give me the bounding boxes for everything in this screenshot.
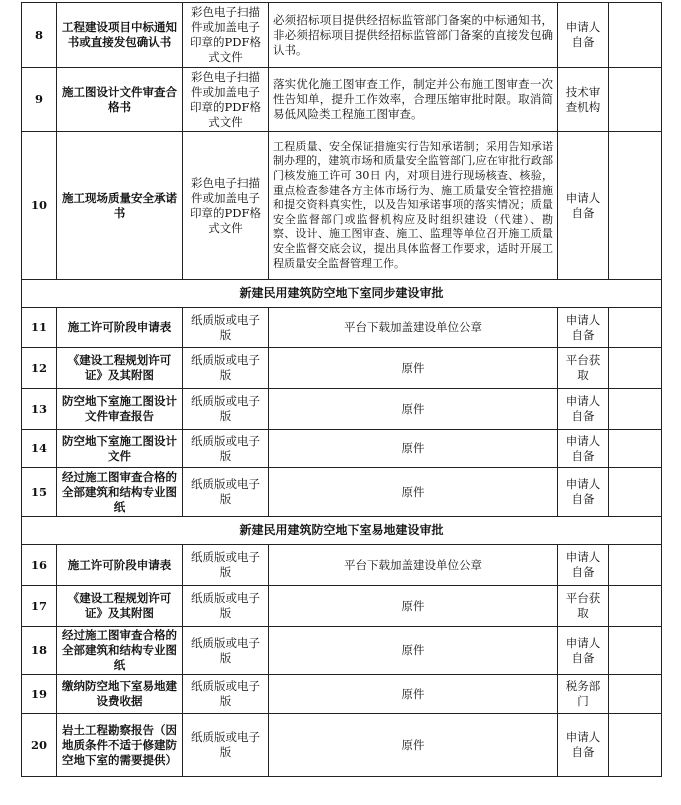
materials-table	[21, 2, 662, 777]
material-requirement: 原件	[269, 348, 558, 389]
material-source: 申请人自备	[558, 545, 609, 586]
material-source: 申请人自备	[558, 308, 609, 348]
remark-cell	[609, 545, 662, 586]
remark-cell	[609, 308, 662, 348]
material-requirement: 原件	[269, 627, 558, 675]
material-requirement: 原件	[269, 586, 558, 627]
row-number: 13	[22, 389, 57, 430]
material-form: 纸质版或电子版	[183, 348, 269, 389]
row-number: 18	[22, 627, 57, 675]
material-requirement: 工程质量、安全保证措施实行告知承诺制；采用告知承诺制办理的，建筑市场和质量安全监管部门,应在审批行政部门核发施工许可 30日 内，对项目进行现场核查、核验，重点检查参建各方主体市场行为、施工质量安全管控措施和提交资料真实性，以及告知承诺事项的落实情况；质量安全监督部门或监督机构应及时组织建设（代建）、勘察、设计、施工图审查、施工、监理等单位召开施工质量安全监督交底会议，提出具体监督工作要求，适时开展工程质量安全监督管理工作。	[269, 132, 558, 280]
material-form: 纸质版或电子版	[183, 430, 269, 468]
material-name: 经过施工图审查合格的全部建筑和结构专业图纸	[57, 468, 183, 517]
row-number: 12	[22, 348, 57, 389]
table-row	[22, 132, 662, 280]
row-number: 9	[22, 68, 57, 132]
material-name: 施工现场质量安全承诺书	[57, 132, 183, 280]
material-requirement: 原件	[269, 468, 558, 517]
table-row	[22, 308, 662, 348]
remark-cell	[609, 430, 662, 468]
material-name: 经过施工图审查合格的全部建筑和结构专业图纸	[57, 627, 183, 675]
row-number: 17	[22, 586, 57, 627]
material-form: 彩色电子扫描件或加盖电子印章的PDF格式文件	[183, 3, 269, 68]
remark-cell	[609, 627, 662, 675]
material-name: 防空地下室施工图设计文件审查报告	[57, 389, 183, 430]
remark-cell	[609, 389, 662, 430]
material-name: 缴纳防空地下室易地建设费收据	[57, 675, 183, 714]
row-number: 16	[22, 545, 57, 586]
material-requirement: 原件	[269, 389, 558, 430]
material-form: 纸质版或电子版	[183, 308, 269, 348]
table-row	[22, 675, 662, 714]
material-form: 纸质版或电子版	[183, 468, 269, 517]
section-header-row	[22, 280, 662, 308]
material-source: 申请人自备	[558, 714, 609, 777]
section-title: 新建民用建筑防空地下室同步建设审批	[22, 280, 662, 308]
material-source: 申请人自备	[558, 389, 609, 430]
remark-cell	[609, 675, 662, 714]
material-form: 纸质版或电子版	[183, 545, 269, 586]
remark-cell	[609, 132, 662, 280]
table-row	[22, 586, 662, 627]
material-source: 申请人自备	[558, 3, 609, 68]
section-header-row	[22, 517, 662, 545]
material-requirement: 原件	[269, 714, 558, 777]
material-requirement: 原件	[269, 675, 558, 714]
material-name: 施工许可阶段申请表	[57, 308, 183, 348]
material-source: 申请人自备	[558, 132, 609, 280]
material-form: 纸质版或电子版	[183, 627, 269, 675]
material-name: 岩土工程勘察报告（因地质条件不适于修建防空地下室的需要提供）	[57, 714, 183, 777]
material-requirement: 原件	[269, 430, 558, 468]
material-source: 税务部门	[558, 675, 609, 714]
material-name: 防空地下室施工图设计文件	[57, 430, 183, 468]
row-number: 15	[22, 468, 57, 517]
table-row	[22, 468, 662, 517]
material-name: 施工许可阶段申请表	[57, 545, 183, 586]
material-name: 《建设工程规划许可证》及其附图	[57, 348, 183, 389]
material-source: 申请人自备	[558, 468, 609, 517]
table-row	[22, 3, 662, 68]
material-form: 彩色电子扫描件或加盖电子印章的PDF格式文件	[183, 68, 269, 132]
row-number: 14	[22, 430, 57, 468]
section-title: 新建民用建筑防空地下室易地建设审批	[22, 517, 662, 545]
remark-cell	[609, 348, 662, 389]
remark-cell	[609, 714, 662, 777]
table-row	[22, 68, 662, 132]
row-number: 11	[22, 308, 57, 348]
table-row	[22, 389, 662, 430]
material-source: 平台获取	[558, 348, 609, 389]
row-number: 8	[22, 3, 57, 68]
material-requirement: 必须招标项目提供经招标监管部门备案的中标通知书，非必须招标项目提供经招标监管部门备案的直接发包确认书。	[269, 3, 558, 68]
material-source: 申请人自备	[558, 430, 609, 468]
material-form: 纸质版或电子版	[183, 586, 269, 627]
table-row	[22, 430, 662, 468]
remark-cell	[609, 3, 662, 68]
material-requirement: 平台下载加盖建设单位公章	[269, 545, 558, 586]
remark-cell	[609, 468, 662, 517]
material-source: 平台获取	[558, 586, 609, 627]
table-row	[22, 545, 662, 586]
material-form: 纸质版或电子版	[183, 389, 269, 430]
material-requirement: 落实优化施工图审查工作，制定并公布施工图审查一次性告知单，提升工作效率，合理压缩审批时限。取消简易低风险类工程施工图审查。	[269, 68, 558, 132]
remark-cell	[609, 586, 662, 627]
material-form: 纸质版或电子版	[183, 714, 269, 777]
row-number: 20	[22, 714, 57, 777]
material-form: 彩色电子扫描件或加盖电子印章的PDF格式文件	[183, 132, 269, 280]
material-source: 申请人自备	[558, 627, 609, 675]
material-requirement: 平台下载加盖建设单位公章	[269, 308, 558, 348]
material-name: 《建设工程规划许可证》及其附图	[57, 586, 183, 627]
remark-cell	[609, 68, 662, 132]
table-row	[22, 627, 662, 675]
row-number: 10	[22, 132, 57, 280]
table-row	[22, 348, 662, 389]
row-number: 19	[22, 675, 57, 714]
material-name: 工程建设项目中标通知书或直接发包确认书	[57, 3, 183, 68]
material-name: 施工图设计文件审查合格书	[57, 68, 183, 132]
table-row	[22, 714, 662, 777]
material-source: 技术审查机构	[558, 68, 609, 132]
material-form: 纸质版或电子版	[183, 675, 269, 714]
